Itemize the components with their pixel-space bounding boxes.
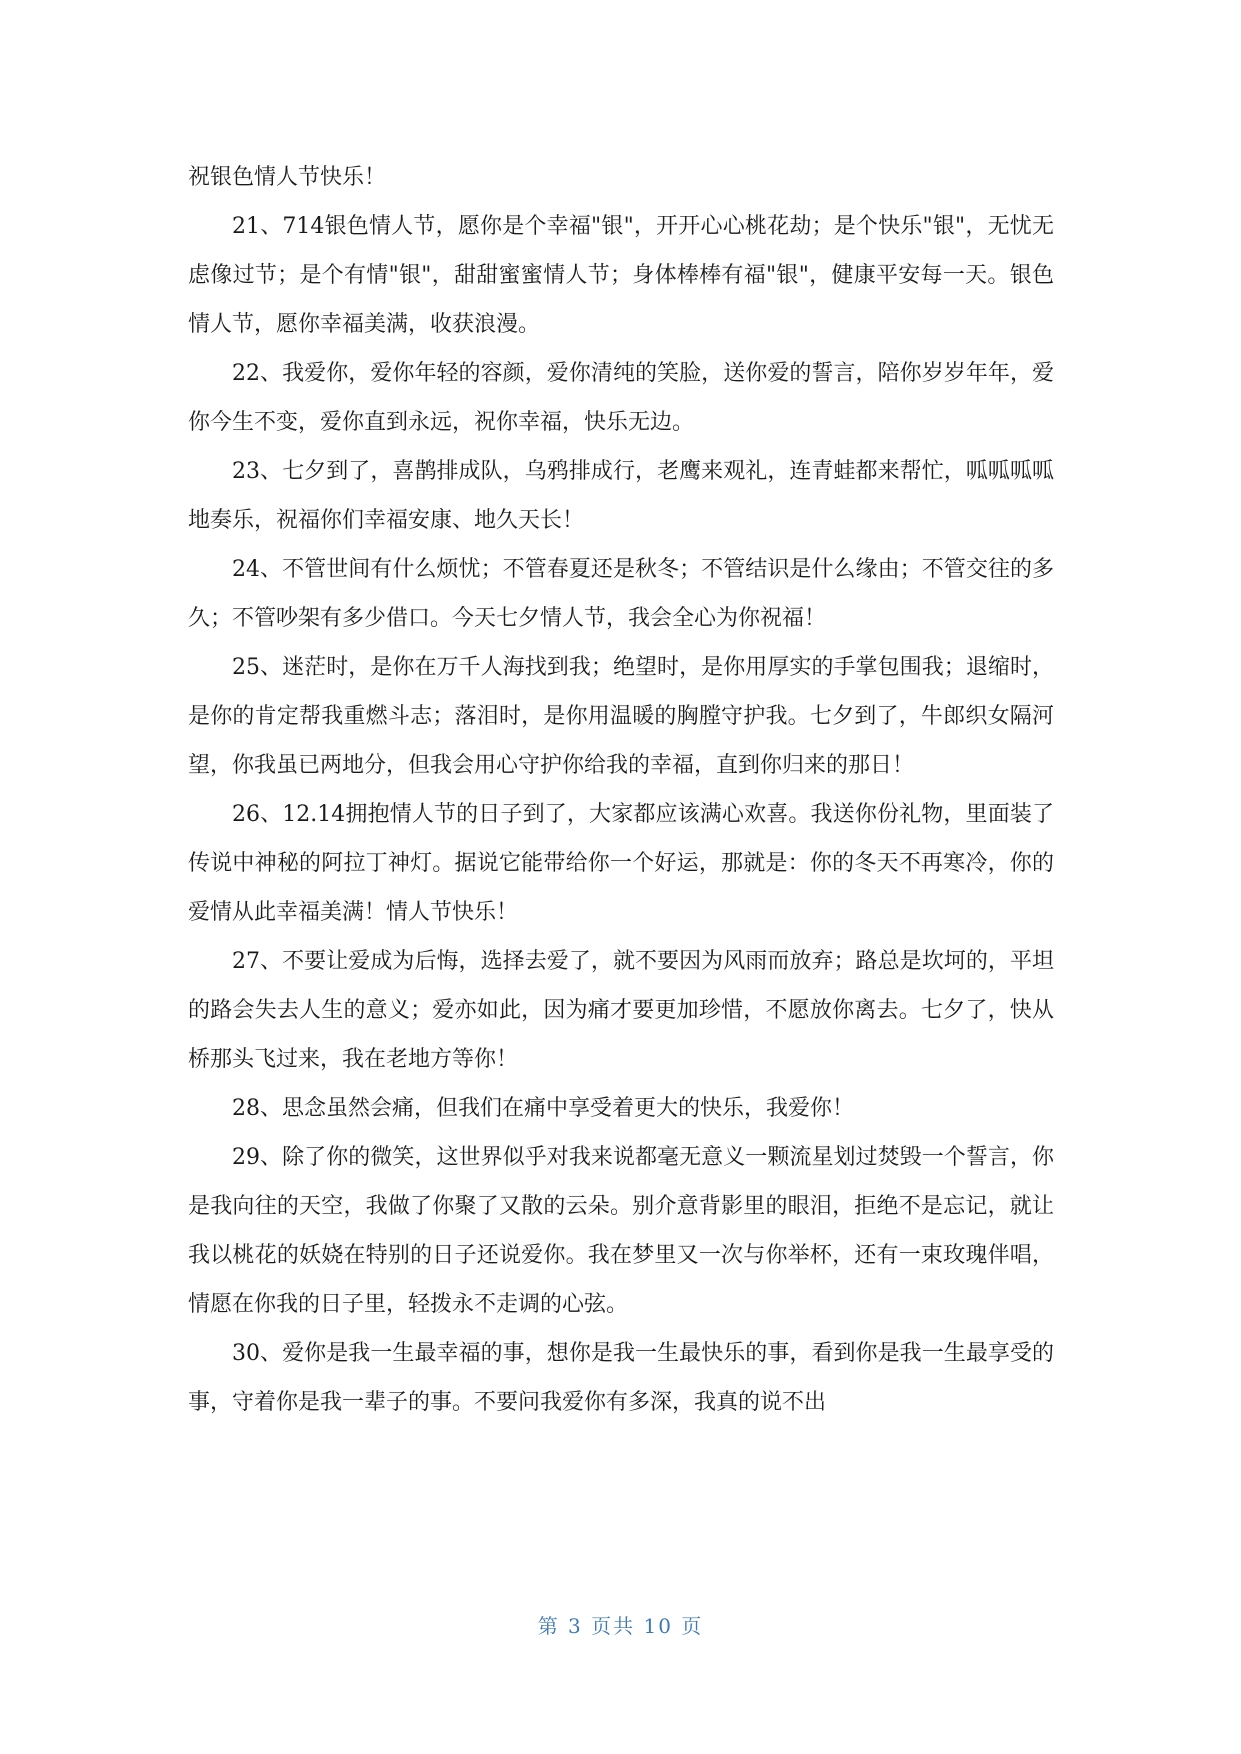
paragraph: 24、不管世间有什么烦忧；不管春夏还是秋冬；不管结识是什么缘由；不管交往的多久；不管吵架有多少借口。今天七夕情人节，我会全心为你祝福！ (188, 557, 1054, 631)
page-number-footer: 第 3 页共 10 页 (537, 1614, 704, 1638)
paragraph: 22、我爱你，爱你年轻的容颜，爱你清纯的笑脸，送你爱的誓言，陪你岁岁年年，爱你今生不变，爱你直到永远，祝你幸福，快乐无边。 (188, 361, 1054, 435)
paragraph: 29、除了你的微笑，这世界似乎对我来说都毫无意义一颗流星划过焚毁一个誓言，你是我向往的天空，我做了你聚了又散的云朵。别介意背影里的眼泪，拒绝不是忘记，就让我以桃花的妖娆在特别的日子还说爱你。我在梦里又一次与你举杯，还有一束玫瑰伴唱，情愿在你我的日子里，轻拨永不走调的心弦。 (188, 1145, 1054, 1317)
document-body (188, 153, 1054, 1427)
paragraph: 30、爱你是我一生最幸福的事，想你是我一生最快乐的事，看到你是我一生最享受的事，守着你是我一辈子的事。不要问我爱你有多深，我真的说不出 (188, 1341, 1054, 1415)
paragraph: 26、12.14拥抱情人节的日子到了，大家都应该满心欢喜。我送你份礼物，里面装了传说中神秘的阿拉丁神灯。据说它能带给你一个好运，那就是：你的冬天不再寒冷，你的爱情从此幸福美满！情人节快乐！ (188, 802, 1054, 925)
paragraph: 27、不要让爱成为后悔，选择去爱了，就不要因为风雨而放弃；路总是坎坷的，平坦的路会失去人生的意义；爱亦如此，因为痛才要更加珍惜，不愿放你离去。七夕了，快从桥那头飞过来，我在老地方等你！ (188, 949, 1054, 1072)
paragraph: 25、迷茫时，是你在万千人海找到我；绝望时，是你用厚实的手掌包围我；退缩时，是你的肯定帮我重燃斗志；落泪时，是你用温暖的胸膛守护我。七夕到了，牛郎织女隔河望，你我虽已两地分，但我会用心守护你给我的幸福，直到你归来的那日！ (188, 655, 1054, 778)
paragraph: 21、714银色情人节，愿你是个幸福"银"，开开心心桃花劫；是个快乐"银"，无忧无虑像过节；是个有情"银"，甜甜蜜蜜情人节；身体棒棒有福"银"，健康平安每一天。银色情人节，愿你幸福美满，收获浪漫。 (188, 214, 1054, 337)
paragraph: 23、七夕到了，喜鹊排成队，乌鸦排成行，老鹰来观礼，连青蛙都来帮忙，呱呱呱呱地奏乐，祝福你们幸福安康、地久天长！ (188, 459, 1054, 533)
paragraph: 祝银色情人节快乐！ (188, 165, 387, 190)
paragraph: 28、思念虽然会痛，但我们在痛中享受着更大的快乐，我爱你！ (232, 1096, 854, 1121)
